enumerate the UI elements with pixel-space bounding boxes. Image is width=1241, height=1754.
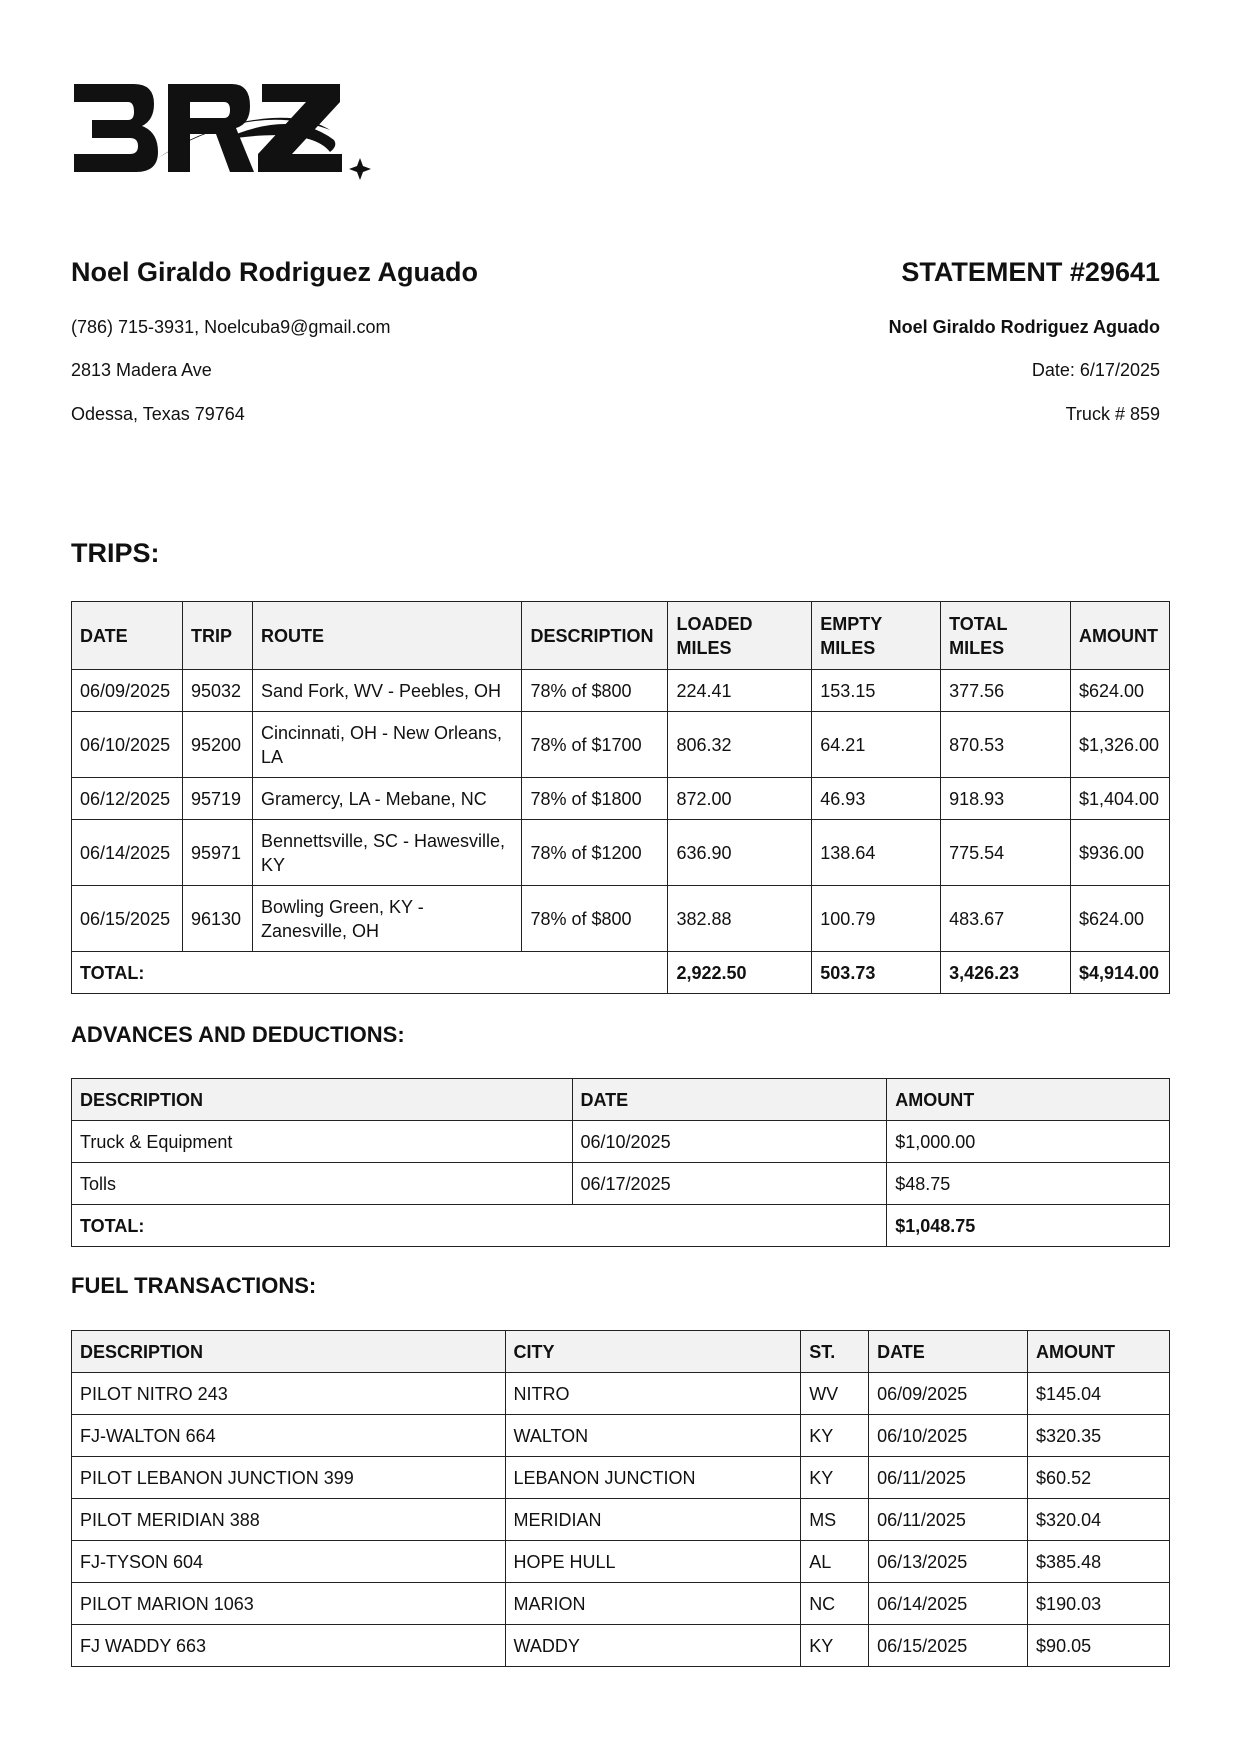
total-amount: $4,914.00 [1070,952,1169,994]
table-cell: 06/12/2025 [72,778,183,820]
total-miles: 3,426.23 [941,952,1071,994]
column-header: CITY [505,1331,801,1373]
column-header: DATE [572,1079,887,1121]
total-row [72,1205,1170,1247]
table-cell: HOPE HULL [505,1541,801,1583]
table-cell: $1,000.00 [887,1121,1170,1163]
trips-heading: TRIPS: [71,538,160,568]
table-cell: $190.03 [1028,1583,1170,1625]
column-header: TOTAL MILES [941,602,1071,670]
table-row [72,1457,1170,1499]
table-cell: $145.04 [1028,1373,1170,1415]
total-label: TOTAL: [72,952,668,994]
table-cell: FJ-TYSON 604 [72,1541,506,1583]
table-cell: FJ WADDY 663 [72,1625,506,1667]
table-row [72,712,1170,778]
table-cell: $385.48 [1028,1541,1170,1583]
table-cell: 78% of $1800 [522,778,668,820]
table-row [72,1163,1170,1205]
table-cell: 95971 [182,820,252,886]
table-cell: $624.00 [1070,886,1169,952]
table-cell: $1,404.00 [1070,778,1169,820]
table-cell: 806.32 [668,712,812,778]
fuel-table [71,1330,1170,1667]
table-cell: 78% of $1700 [522,712,668,778]
table-cell: 153.15 [812,670,941,712]
table-cell: $624.00 [1070,670,1169,712]
table-cell: Gramercy, LA - Mebane, NC [252,778,522,820]
table-cell: 138.64 [812,820,941,886]
table-header-row [72,1079,1170,1121]
table-cell: $936.00 [1070,820,1169,886]
table-cell: KY [801,1625,869,1667]
table-cell: LEBANON JUNCTION [505,1457,801,1499]
table-cell: KY [801,1457,869,1499]
table-row [72,778,1170,820]
table-cell: 96130 [182,886,252,952]
total-row [72,952,1170,994]
table-cell: FJ-WALTON 664 [72,1415,506,1457]
company-logo [72,80,382,190]
table-cell: 06/10/2025 [572,1121,887,1163]
driver-address-line1: 2813 Madera Ave [71,360,212,380]
table-cell: MARION [505,1583,801,1625]
table-cell: 224.41 [668,670,812,712]
table-cell: 06/09/2025 [869,1373,1028,1415]
table-row [72,670,1170,712]
table-cell: 78% of $800 [522,886,668,952]
column-header: DATE [869,1331,1028,1373]
table-cell: AL [801,1541,869,1583]
driver-name: Noel Giraldo Rodriguez Aguado [71,257,479,287]
table-cell: Sand Fork, WV - Peebles, OH [252,670,522,712]
table-cell: 775.54 [941,820,1071,886]
table-cell: 46.93 [812,778,941,820]
table-cell: KY [801,1415,869,1457]
table-cell: 06/14/2025 [72,820,183,886]
statement-info [888,256,1160,424]
table-cell: WALTON [505,1415,801,1457]
table-cell: 06/13/2025 [869,1541,1028,1583]
table-cell: 06/15/2025 [72,886,183,952]
column-header: ST. [801,1331,869,1373]
statement-date: Date: 6/17/2025 [1031,360,1160,380]
brz-logo-icon [72,80,382,190]
total-amount: $1,048.75 [887,1205,1170,1247]
table-cell: $90.05 [1028,1625,1170,1667]
table-cell: Bennettsville, SC - Hawesville, KY [252,820,522,886]
statement-title: STATEMENT #29641 [901,257,1160,287]
table-cell: $1,326.00 [1070,712,1169,778]
table-header-row [72,602,1170,670]
table-cell: 78% of $800 [522,670,668,712]
statement-truck: Truck # 859 [1065,404,1160,424]
table-cell: MERIDIAN [505,1499,801,1541]
table-cell: 06/10/2025 [869,1415,1028,1457]
table-cell: 06/15/2025 [869,1625,1028,1667]
column-header: ROUTE [252,602,522,670]
column-header: EMPTY MILES [812,602,941,670]
table-cell: 78% of $1200 [522,820,668,886]
table-row [72,820,1170,886]
table-cell: 870.53 [941,712,1071,778]
table-cell: 100.79 [812,886,941,952]
table-cell: WV [801,1373,869,1415]
table-row [72,1541,1170,1583]
column-header: AMOUNT [1070,602,1169,670]
column-header: DESCRIPTION [72,1331,506,1373]
trips-table [71,601,1170,994]
table-cell: 06/09/2025 [72,670,183,712]
fuel-heading: FUEL TRANSACTIONS: [71,1273,317,1298]
column-header: DESCRIPTION [522,602,668,670]
column-header: TRIP [182,602,252,670]
table-cell: 95032 [182,670,252,712]
table-cell: 636.90 [668,820,812,886]
column-header: DESCRIPTION [72,1079,573,1121]
table-row [72,1415,1170,1457]
total-label: TOTAL: [72,1205,887,1247]
table-cell: 06/11/2025 [869,1499,1028,1541]
table-cell: NITRO [505,1373,801,1415]
driver-contact: (786) 715-3931, Noelcuba9@gmail.com [71,317,391,337]
table-cell: 06/14/2025 [869,1583,1028,1625]
table-cell: $48.75 [887,1163,1170,1205]
table-cell: 06/11/2025 [869,1457,1028,1499]
advances-table [71,1078,1170,1247]
driver-info [71,256,479,424]
table-cell: PILOT MARION 1063 [72,1583,506,1625]
table-cell: Cincinnati, OH - New Orleans, LA [252,712,522,778]
table-cell: PILOT NITRO 243 [72,1373,506,1415]
table-cell: 64.21 [812,712,941,778]
column-header: LOADED MILES [668,602,812,670]
table-cell: Truck & Equipment [72,1121,573,1163]
table-cell: 382.88 [668,886,812,952]
column-header: AMOUNT [887,1079,1170,1121]
table-header-row [72,1331,1170,1373]
table-cell: MS [801,1499,869,1541]
table-cell: $60.52 [1028,1457,1170,1499]
table-cell: Bowling Green, KY - Zanesville, OH [252,886,522,952]
column-header: DATE [72,602,183,670]
table-row [72,1121,1170,1163]
table-cell: PILOT LEBANON JUNCTION 399 [72,1457,506,1499]
table-cell: 918.93 [941,778,1071,820]
table-cell: 377.56 [941,670,1071,712]
statement-driver-name: Noel Giraldo Rodriguez Aguado [888,317,1160,337]
table-cell: 483.67 [941,886,1071,952]
table-row [72,886,1170,952]
table-cell: NC [801,1583,869,1625]
table-cell: 872.00 [668,778,812,820]
table-cell: 06/10/2025 [72,712,183,778]
advances-heading: ADVANCES AND DEDUCTIONS: [71,1022,405,1047]
table-cell: Tolls [72,1163,573,1205]
table-cell: $320.35 [1028,1415,1170,1457]
table-row [72,1499,1170,1541]
total-loaded-miles: 2,922.50 [668,952,812,994]
table-cell: PILOT MERIDIAN 388 [72,1499,506,1541]
table-cell: 95719 [182,778,252,820]
driver-address-line2: Odessa, Texas 79764 [71,404,245,424]
column-header: AMOUNT [1028,1331,1170,1373]
table-row [72,1583,1170,1625]
table-cell: $320.04 [1028,1499,1170,1541]
table-cell: WADDY [505,1625,801,1667]
table-row [72,1373,1170,1415]
table-row [72,1625,1170,1667]
table-cell: 06/17/2025 [572,1163,887,1205]
table-cell: 95200 [182,712,252,778]
total-empty-miles: 503.73 [812,952,941,994]
